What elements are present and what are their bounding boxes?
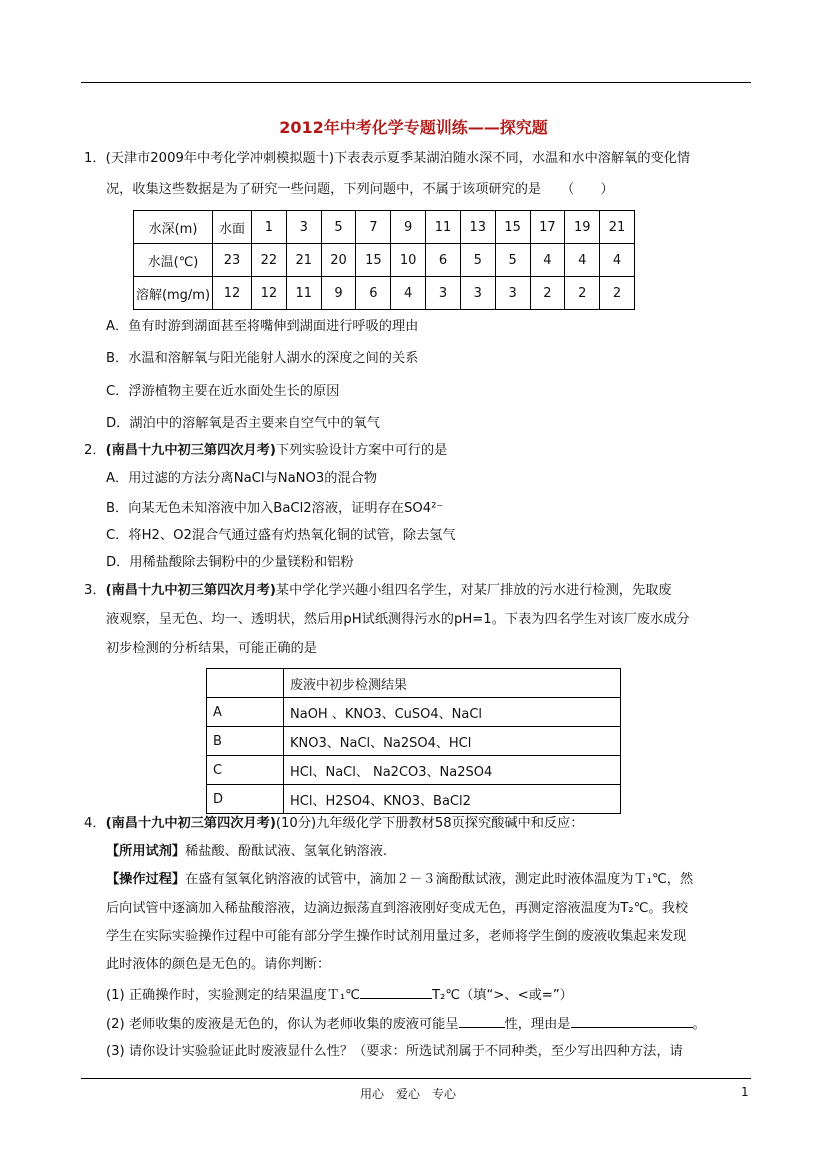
q4-process-line2: 后向试管中逐滴加入稀盐酸溶液，边滴边振荡直到溶液刚好变成无色，再测定溶液温度为T₂℃。我校: [106, 901, 689, 916]
q2-option-b: B．向某无色未知溶液中加入BaCl2溶液，证明存在SO4²⁻: [106, 501, 444, 516]
table-cell: 11: [426, 211, 461, 244]
header-rule: [81, 82, 751, 83]
table-cell: 4: [530, 244, 565, 277]
q2-stem: [84, 442, 447, 460]
table-cell: 20: [321, 244, 356, 277]
table-cell: 9: [391, 211, 426, 244]
q3-line2: 液观察，呈无色、均一、透明状，然后用pH试纸测得污水的pH=1。下表为四名学生对该厂废水成分: [106, 612, 690, 627]
q4-sub2-mid: 性，理由是: [504, 1017, 571, 1032]
q4-process-text: 在盛有氢氧化钠溶液的试管中，滴加２－３滴酚酞试液，测定此时液体温度为Ｔ₁℃，然: [185, 872, 694, 887]
q4-stem: [84, 815, 584, 833]
table-cell: 11: [286, 277, 321, 310]
q4-reagents-label: 【所用试剂】: [106, 844, 186, 859]
q3-table: [206, 668, 621, 814]
q4-sub1-start: (1) 正确操作时，实验测定的结果温度Ｔ₁℃: [106, 988, 360, 1003]
table-cell: KNO3、NaCl、Na2SO4、HCl: [284, 727, 621, 756]
q2-option-a: A．用过滤的方法分离NaCl与NaNO3的混合物: [106, 471, 378, 486]
q1-option-a: A．鱼有时游到湖面甚至将嘴伸到湖面进行呼吸的理由: [106, 319, 419, 334]
table-cell: 4: [391, 277, 426, 310]
table-cell: 21: [286, 244, 321, 277]
table-cell: HCl、NaCl、 Na2CO3、Na2SO4: [284, 756, 621, 785]
table-cell: 5: [321, 211, 356, 244]
q1-option-d: D．湖泊中的溶解氧是否主要来自空气中的氧气: [106, 416, 380, 431]
table-cell: 6: [356, 277, 391, 310]
table-cell: 4: [565, 244, 600, 277]
q3-number: 3．: [84, 583, 106, 598]
q3-line3: 初步检测的分析结果，可能正确的是: [106, 641, 317, 656]
table-cell: 2: [600, 277, 635, 310]
answer-blank-3[interactable]: [571, 1014, 693, 1028]
q1-line1: 1．(天津市2009年中考化学冲刺模拟题十)下表表示夏季某湖泊随水深不同，水温和水中溶解氧的变化情: [84, 151, 691, 166]
q4-sub2-start: (2) 老师收集的废液是无色的，你认为老师收集的废液可能呈: [106, 1017, 459, 1032]
page-title: 2012年中考化学专题训练——探究题: [279, 118, 548, 137]
footer-text: 用心 爱心 专心: [360, 1087, 457, 1101]
table-cell: 3: [495, 277, 530, 310]
table-cell: 3: [286, 211, 321, 244]
table-cell: 5: [460, 244, 495, 277]
table-cell: HCl、H2SO4、KNO3、BaCl2: [284, 785, 621, 814]
table-row: [134, 244, 635, 277]
q1-option-c: C．浮游植物主要在近水面处生长的原因: [106, 384, 340, 399]
table-cell: 水深(m): [134, 211, 213, 244]
table-cell: 19: [565, 211, 600, 244]
table-cell: 5: [495, 244, 530, 277]
q4-text: (10分)九年级化学下册教材58页探究酸碱中和反应：: [275, 816, 584, 831]
q4-sub3: (3) 请你设计实验验证此时废液显什么性？（要求：所选试剂属于不同种类，至少写出四种方法，请: [106, 1044, 683, 1059]
q4-reagents-text: 稀盐酸、酚酞试液、氢氧化钠溶液.: [185, 844, 388, 859]
table-cell: 溶解(mg/m): [134, 277, 213, 310]
table-cell: 17: [530, 211, 565, 244]
table-cell: 13: [460, 211, 495, 244]
table-row: [207, 669, 621, 698]
q4-process-line3: 学生在实际实验操作过程中可能有部分学生操作时试剂用量过多，老师将学生倒的废液收集起来发现: [106, 929, 687, 944]
q3-line1: 某中学化学兴趣小组四名学生，对某厂排放的污水进行检测，先取废: [275, 583, 672, 598]
q4-source: (南昌十九中初三第四次月考): [105, 816, 276, 831]
table-cell: 2: [565, 277, 600, 310]
table-cell: A: [207, 698, 284, 727]
table-cell: 9: [321, 277, 356, 310]
table-header-cell: 废液中初步检测结果: [284, 669, 621, 698]
table-cell: 4: [600, 244, 635, 277]
table-cell: 水温(℃): [134, 244, 213, 277]
table-cell: 1: [252, 211, 287, 244]
table-cell: 12: [213, 277, 252, 310]
q4-number: 4．: [84, 816, 106, 831]
table-cell: 6: [426, 244, 461, 277]
q2-option-d: D．用稀盐酸除去铜粉中的少量镁粉和铝粉: [106, 555, 354, 570]
table-cell: B: [207, 727, 284, 756]
table-row: [207, 698, 621, 727]
table-cell: 2: [530, 277, 565, 310]
table-cell: 15: [495, 211, 530, 244]
q3-stem: [84, 582, 672, 600]
q3-source: (南昌十九中初三第四次月考): [105, 583, 276, 598]
q2-text: 下列实验设计方案中可行的是: [275, 443, 448, 458]
table-cell: 10: [391, 244, 426, 277]
q4-reagents: [106, 843, 387, 861]
q2-number: 2．: [84, 443, 106, 458]
table-cell: 水面: [213, 211, 252, 244]
q1-line2: 况，收集这些数据是为了研究一些问题，下列问题中，不属于该项研究的是 （ ）: [106, 182, 614, 197]
table-row: [134, 277, 635, 310]
table-row: [207, 785, 621, 814]
table-row: [134, 211, 635, 244]
table-cell: [207, 669, 284, 698]
answer-blank-1[interactable]: [360, 985, 432, 999]
table-cell: 23: [213, 244, 252, 277]
q4-process-line4: 此时液体的颜色是无色的。请你判断：: [106, 957, 331, 972]
q1-table: [133, 210, 635, 310]
q4-sub1: [106, 985, 573, 1005]
table-cell: 7: [356, 211, 391, 244]
footer-rule: [81, 1078, 751, 1079]
q4-sub2: [106, 1014, 706, 1034]
table-row: [207, 727, 621, 756]
table-cell: 15: [356, 244, 391, 277]
table-cell: NaOH 、KNO3、CuSO4、NaCl: [284, 698, 621, 727]
q4-sub2-end: 。: [692, 1017, 706, 1032]
q4-process-line1: [106, 871, 693, 889]
q4-process-label: 【操作过程】: [106, 872, 186, 887]
table-cell: 3: [460, 277, 495, 310]
table-cell: C: [207, 756, 284, 785]
answer-blank-2[interactable]: [459, 1014, 505, 1028]
table-cell: 12: [252, 277, 287, 310]
q4-sub1-end: T₂℃（填“>、<或=”）: [431, 988, 573, 1003]
q1-option-b: B．水温和溶解氧与阳光能射人湖水的深度之间的关系: [106, 351, 419, 366]
table-cell: 22: [252, 244, 287, 277]
page-number: 1: [741, 1085, 749, 1099]
q2-source: (南昌十九中初三第四次月考): [105, 443, 276, 458]
table-cell: 3: [426, 277, 461, 310]
table-cell: 21: [600, 211, 635, 244]
table-cell: D: [207, 785, 284, 814]
table-row: [207, 756, 621, 785]
q2-option-c: C．将H2、O2混合气通过盛有灼热氧化铜的试管，除去氢气: [106, 528, 456, 543]
